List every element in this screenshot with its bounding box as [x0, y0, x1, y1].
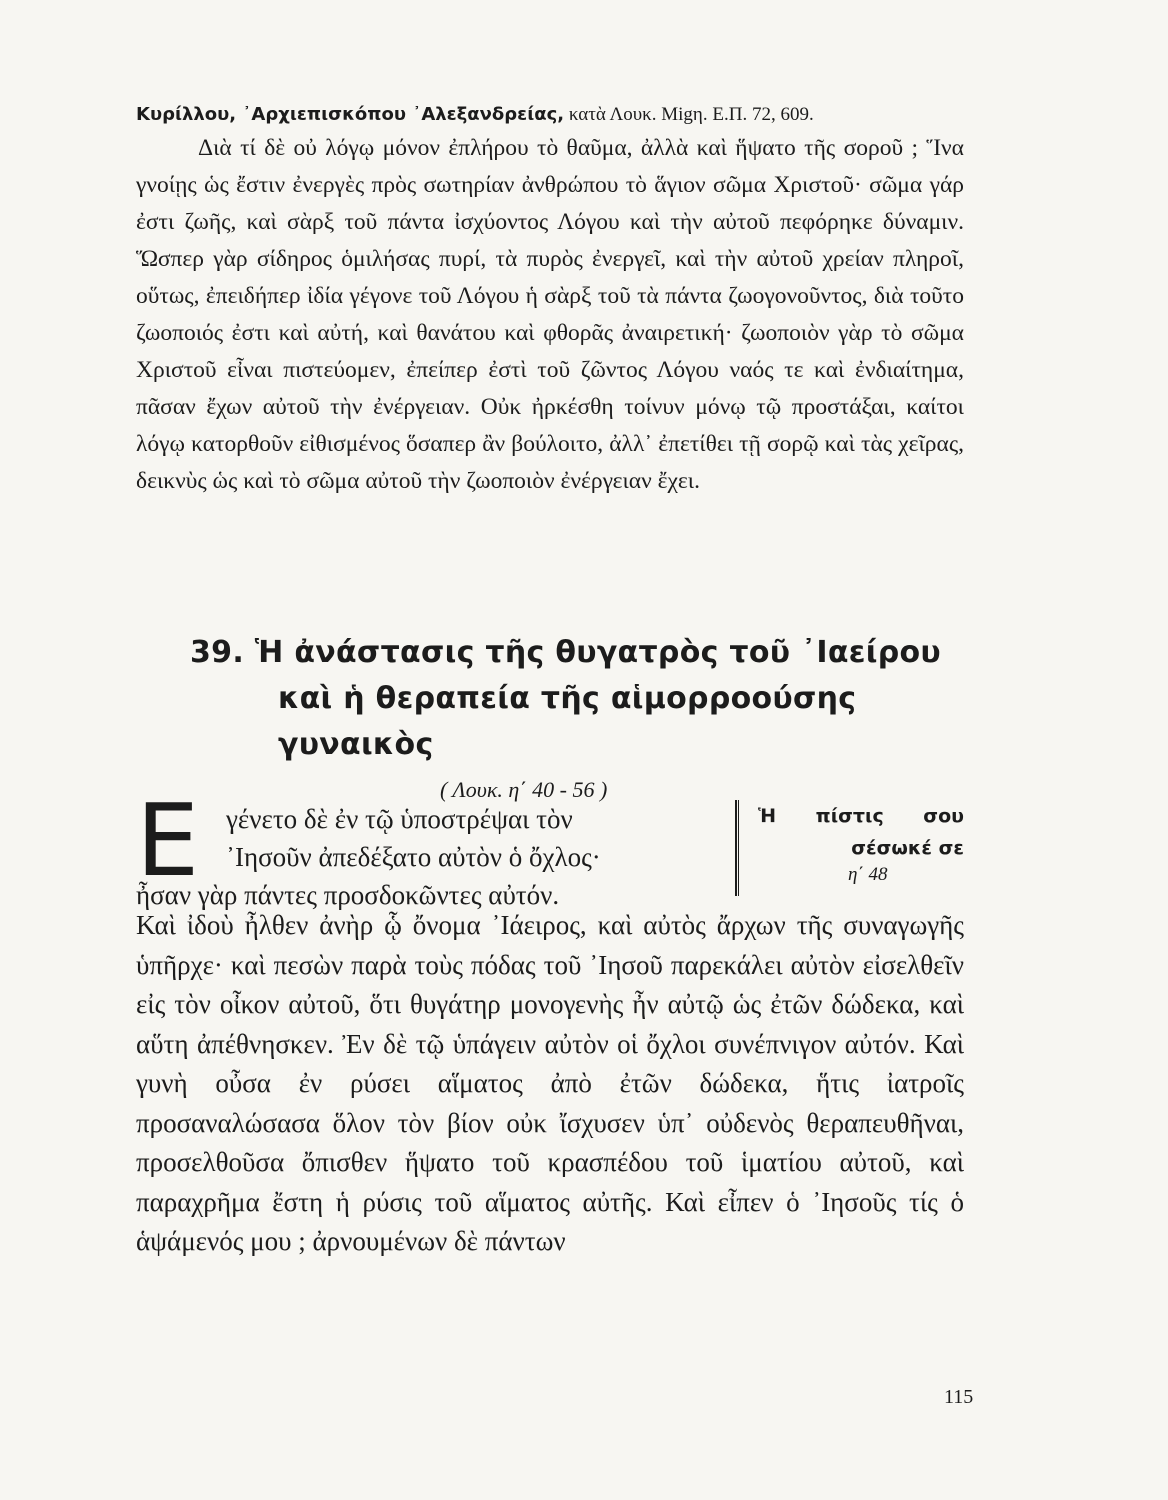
- citation: [136, 100, 964, 130]
- section-heading: [136, 630, 964, 806]
- sidenote-line-1: Ἡ πίστις σου: [758, 805, 964, 827]
- gospel-text: Καὶ ἰδοὺ ἦλθεν ἀνὴρ ᾧ ὄνομα ᾿Ιάειρος, καὶ αὐτὸς ἄρχων τῆς συναγωγῆς ὑπῆρχε· καὶ πεσὼν παρὰ τοὺς πόδας τοῦ ᾿Ιησοῦ παρεκάλει αὐτὸν εἰσελθεῖν εἰς τὸν οἶκον αὐτοῦ, ὅτι θυγάτηρ μονογενὴς ἦν αὐτῷ ὡς ἐτῶν δώδεκα, καὶ αὕτη ἀπέθνησκεν. Ἐν δὲ τῷ ὑπάγειν αὐτὸν οἱ ὄχλοι συνέπνιγον αὐτόν. Καὶ γυνὴ οὖσα ἐν ρύσει αἵματος ἀπὸ ἐτῶν δώδεκα, ἥτις ἰατροῖς προσαναλώσασα ὅλον τὸν βίον οὐκ ἴσχυσεν ὑπ᾿ οὐδενὸς θεραπευθῆναι, προσελθοῦσα ὄπισθεν ἥψατο τοῦ κρασπέδου τοῦ ἱματίου αὐτοῦ, καὶ παραχρῆμα ἔστη ἡ ρύσις τοῦ αἵματος αὐτῆς. Καὶ εἶπεν ὁ ᾿Ιησοῦς τίς ὁ ἁψάμενός μου ; ἀρνουμένων δὲ πάντων: [136, 910, 964, 1256]
- heading-reference: ( Λουκ. η΄ 40 - 56 ): [440, 777, 608, 802]
- page-number: 115: [944, 1386, 974, 1408]
- citation-author: Κυρίλλου, ᾿Αρχιεπισκόπου ᾿Αλεξανδρείας,: [136, 104, 565, 125]
- heading-line-1: 39. Ἡ ἀνάστασις τῆς θυγατρὸς τοῦ ᾿Ιαείρου: [190, 635, 941, 670]
- gospel-text-block: [136, 906, 964, 1262]
- sidenote: [758, 800, 964, 886]
- commentary-text: Διὰ τί δὲ οὐ λόγῳ μόνον ἐπλήρου τὸ θαῦμα, ἀλλὰ καὶ ἥψατο τῆς σοροῦ ; Ἵνα γνοίῃς ὡς ἔστιν ἐνεργὲς πρὸς σωτηρίαν ἀνθρώπου τὸ ἅγιον σῶμα Χριστοῦ· σῶμα γάρ ἐστι ζωῆς, καὶ σὰρξ τοῦ πάντα ἰσχύοντος Λόγου καὶ τὴν αὐτοῦ πεφόρηκε δύναμιν. Ὥσπερ γὰρ σίδηρος ὁμιλήσας πυρί, τὰ πυρὸς ἐνεργεῖ, καὶ τὴν αὐτοῦ χρείαν πληροῖ, οὕτως, ἐπειδήπερ ἰδία γέγονε τοῦ Λόγου ἡ σὰρξ τοῦ τὰ πάντα ζωογονοῦντος, διὰ τοῦτο ζωοποιός ἐστι καὶ αὐτή, καὶ θανάτου καὶ φθορᾶς ἀναιρετική· ζωοποιὸν γὰρ τὸ σῶμα Χριστοῦ εἶναι πιστεύομεν, ἐπείπερ ἐστὶ τοῦ ζῶντος Λόγου ναός τε καὶ ἐνδιαίτημα, πᾶσαν ἔχων αὐτοῦ τὴν ἐνέργειαν. Οὐκ ἠρκέσθη τοίνυν μόνῳ τῷ προστάξαι, καίτοι λόγῳ κατορθοῦν εἰθισμένος ὅσαπερ ἂν βούλοιτο, ἀλλ᾿ ἐπετίθει τῇ σορῷ καὶ τὰς χεῖρας, δεικνὺς ὡς καὶ τὸ σῶμα αὐτοῦ τὴν ζωοποιὸν ἐνέργειαν ἔχει.: [136, 135, 964, 494]
- divider-rule-right: [738, 800, 740, 896]
- opening-line-1: γένετο δὲ ἐν τῷ ὑποστρέψαι τὸν: [226, 804, 573, 834]
- opening-line-3: ἦσαν γὰρ πάντες προσδοκῶντες αὐτόν.: [136, 880, 560, 910]
- sidenote-divider: [735, 800, 739, 896]
- sidenote-reference: η΄ 48: [848, 864, 888, 885]
- heading-line-2: καὶ ἡ θεραπεία τῆς αἱμορροούσης γυναικὸς: [278, 681, 857, 762]
- divider-rule-left: [735, 800, 737, 896]
- citation-source: κατὰ Λουκ. Migη. Ε.Π. 72, 609.: [568, 104, 814, 125]
- sidenote-text: [758, 800, 964, 864]
- opening-line-2: ᾿Ιησοῦν ἀπεδέξατο αὐτὸν ὁ ὄχλος·: [226, 842, 601, 872]
- drop-cap: Ε: [136, 782, 200, 899]
- sidenote-line-2: σέσωκέ σε: [851, 837, 964, 859]
- commentary-block: [136, 100, 964, 500]
